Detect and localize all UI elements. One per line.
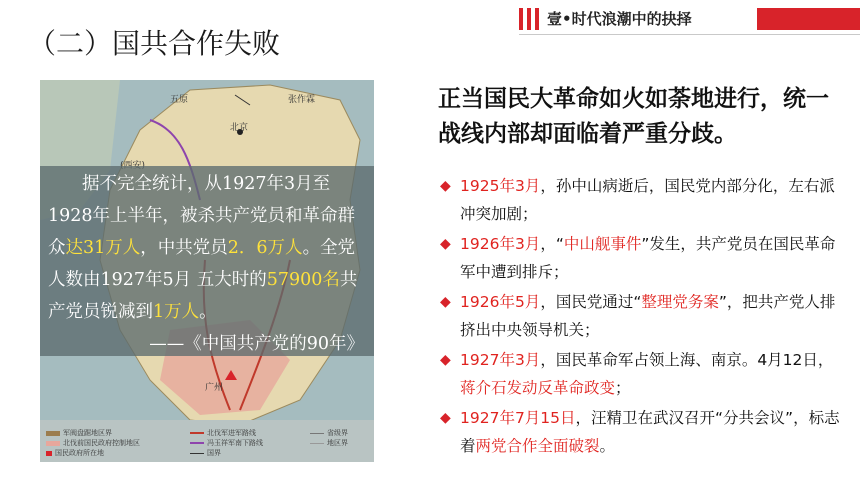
event-text: ； [615,379,631,397]
event-text: ，“ [540,235,564,253]
chapter-header [519,8,860,30]
map-label-guangzhou: 广州 [205,383,224,393]
event-text: ，国民党通过“ [540,293,642,311]
legend-item: 地区界 [310,438,348,448]
legend-item: 军阀盘踞地区界 [46,428,112,438]
header-bar [527,8,531,30]
event-text: ，国民革命军占领上海、南京。4月12日， [540,351,834,369]
event-highlight: 蒋介石发动反革命政变 [460,379,616,397]
legend-item: 省级界 [310,428,348,438]
legend-item: 冯玉祥军南下路线 [190,438,263,448]
list-item [440,288,840,344]
event-date: 1926年5月 [460,293,541,311]
legend-item: 国民政府所在地 [46,448,104,458]
event-text: ，汪精卫在武汉召开“分共会议”，标志着 [460,409,840,455]
quote-highlight: 2．6万人 [227,238,303,258]
list-item [440,404,840,460]
header-bar [519,8,523,30]
quote-text: ，中共党员 [140,238,228,258]
legend-item: 国界 [190,448,221,458]
event-list [440,172,840,462]
list-item [440,172,840,228]
event-highlight: 中山舰事件 [563,235,642,253]
event-highlight: 两党合作全面破裂 [475,437,600,455]
quote-source: ——《中国共产党的90年》 [149,334,364,354]
chapter-label: 壹•时代浪潮中的抉择 [547,10,692,28]
statistics-quote [48,168,370,360]
event-date: 1925年3月 [460,177,541,195]
quote-text: 据不完全统计，从1927年3月至1928年上半年，被杀共产党员和革命群众 [48,174,356,258]
quote-highlight: 达31万人 [65,238,141,258]
map-legend [40,420,374,462]
legend-item: 北伐前国民政府控制地区 [46,438,140,448]
diamond-bullet-icon: ◆ [440,236,451,252]
list-item [440,346,840,402]
headline: 正当国民大革命如火如荼地进行，统一战线内部却面临着严重分歧。 [438,86,829,147]
diamond-bullet-icon: ◆ [440,294,451,310]
header-divider [519,34,860,35]
event-date: 1927年7月15日 [460,409,576,427]
quote-highlight: 57900名 [266,270,340,290]
section-title: （二）国共合作失败 [28,27,281,60]
event-text: ”，把共产党人排挤出中央领导机关； [460,293,836,339]
diamond-bullet-icon: ◆ [440,178,451,194]
event-date: 1926年3月 [460,235,541,253]
map-label-beijing: 北京 [230,123,249,133]
map-label-wuyuan: 五原 [170,95,189,105]
diamond-bullet-icon: ◆ [440,352,451,368]
quote-text: 。全党人数由1927年5月 五大时的 [48,238,356,290]
quote-text: 共产党员锐减到 [48,270,358,322]
event-text: 。 [599,437,616,455]
list-item [440,230,840,286]
diamond-bullet-icon: ◆ [440,410,451,426]
quote-text: 。 [199,302,217,322]
event-date: 1927年3月 [460,351,541,369]
event-text: ，孙中山病逝后，国民党内部分化，左右派冲突加剧； [460,177,835,223]
map-label-zhangzuolin: 张作霖 [288,95,316,105]
header-bar [535,8,539,30]
header-accent-bar [757,8,860,30]
event-highlight: 整理党务案 [641,293,719,311]
quote-highlight: 1万人 [153,302,200,322]
legend-item: 北伐军进军路线 [190,428,256,438]
event-text: ”发生，共产党员在国民革命军中遭到排斥； [460,235,836,281]
